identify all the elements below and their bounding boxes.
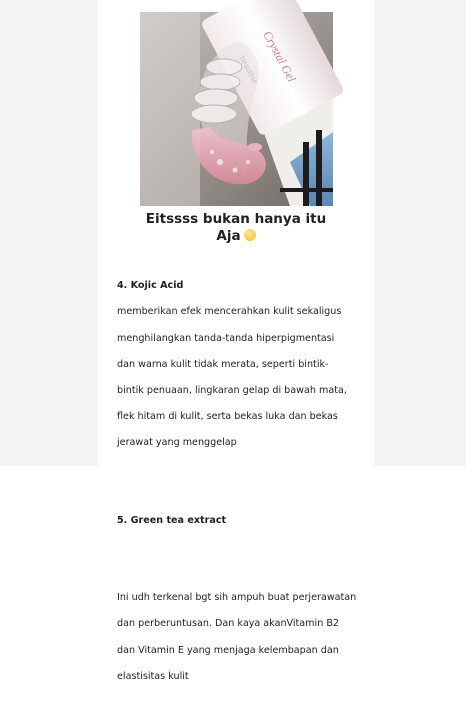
text-line: jerawat yang menggelap: [117, 437, 237, 449]
section-title: 5. Green tea extract: [117, 514, 227, 526]
text-line: bintik penuaan, lingkaran gelap di bawah mata,: [117, 384, 347, 396]
text-line: Ini udh terkenal bgt sih ampuh buat perjerawatan: [117, 592, 357, 604]
headline: [98, 211, 374, 245]
spacer: [117, 476, 369, 488]
headline-line-1: Eitssss bukan hanya itu: [145, 211, 327, 227]
section-green-tea: [117, 501, 369, 540]
bottle-product-label: Crystal Gel: [260, 28, 299, 85]
text-line: memberikan efek mencerahkan kulit sekaligus: [117, 306, 342, 318]
text-line: dan perberuntusan. Dan kaya akanVitamin B2: [117, 618, 340, 630]
story-body-text: [117, 253, 369, 709]
smile-emoji-icon: [244, 229, 256, 241]
headline-line-2: [98, 228, 374, 245]
text-line: dan Vitamin E yang menjaga kelembapan dan: [117, 644, 339, 656]
text-line: dan warna kulit tidak merata, seperti bintik-: [117, 358, 329, 370]
product-photo: [140, 12, 333, 206]
text-line: elastisitas kulit: [117, 670, 189, 682]
text-line: flek hitam di kulit, serta bekas luka dan bekas: [117, 411, 338, 423]
section-title: 4. Kojic Acid: [117, 280, 184, 292]
spacer: [117, 553, 369, 565]
story-card: [98, 0, 374, 682]
section-green-tea-description: [117, 578, 369, 696]
section-kojic-acid: [117, 266, 369, 462]
left-margin: [0, 0, 98, 466]
text-line: menghilangkan tanda-tanda hiperpigmentasi: [117, 332, 335, 344]
serum-bottle-image: [140, 12, 333, 206]
headline-line-2-text: Aja: [216, 228, 241, 244]
right-margin: [374, 0, 466, 466]
